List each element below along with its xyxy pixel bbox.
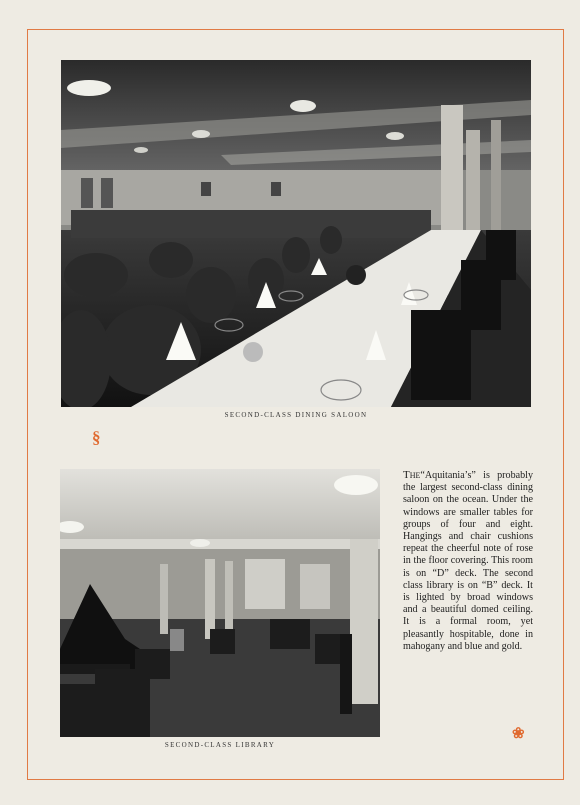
library-caption: SECOND-CLASS LIBRARY bbox=[164, 741, 276, 749]
ornament-flourish-icon: ❀ bbox=[512, 726, 525, 742]
dining-saloon-caption: SECOND-CLASS DINING SALOON bbox=[224, 411, 368, 419]
description-text: “Aquitania’s” is probably the largest second-class dining saloon on the ocean. Under the windows are smaller tables for groups of four and eight. Hangings and chair cushions repeat the cheerful note of rose in the floor covering. This room is on “D” deck. The second class library is on “B” deck. It is lighted by broad windows and a beautiful domed ceiling. It is a formal room, yet pleasantly hospitable, done in mahogany and blue and gold. bbox=[403, 470, 533, 652]
description-paragraph bbox=[403, 469, 533, 653]
dining-saloon-photo bbox=[61, 60, 531, 407]
description-lead-word: The bbox=[403, 469, 421, 481]
library-photo bbox=[60, 469, 380, 737]
ornament-s-icon: § bbox=[92, 428, 101, 447]
